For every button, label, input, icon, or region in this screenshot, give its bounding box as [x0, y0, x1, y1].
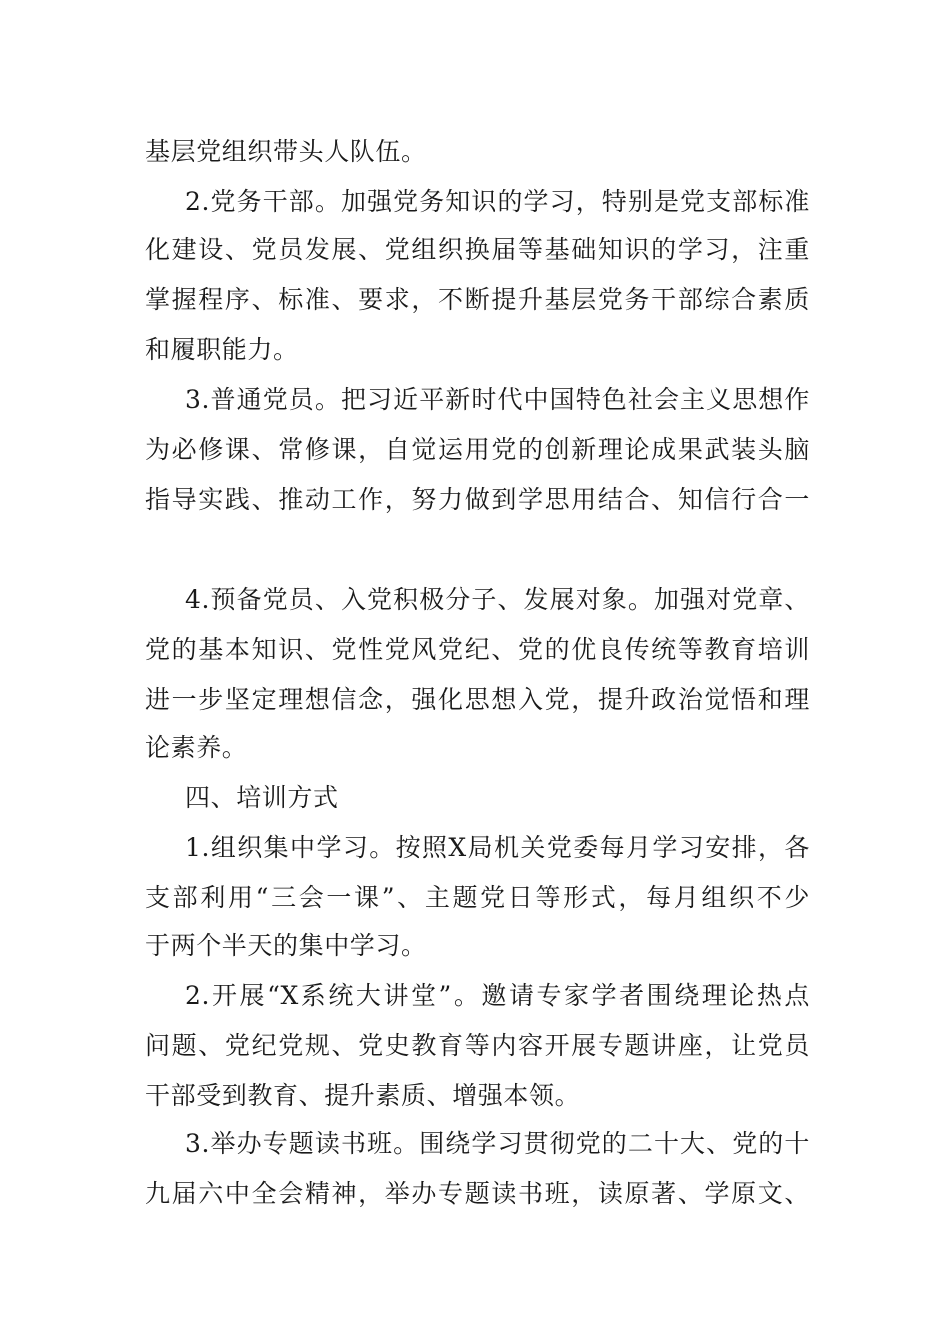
text-line: 九届六中全会精神，举办专题读书班，读原著、学原文、	[145, 1179, 810, 1208]
paragraph-lecture-hall: 2.开展“X系统大讲堂”。邀请专家学者围绕理论热点	[185, 981, 810, 1010]
paragraph-reading-class: 3.举办专题读书班。围绕学习贯彻党的二十大、党的十	[185, 1129, 810, 1158]
section-heading-training-methods: 四、培训方式	[185, 783, 339, 812]
text-line: 干部受到教育、提升素质、增强本领。	[145, 1081, 581, 1110]
paragraph-party-affairs-cadres: 2.党务干部。加强党务知识的学习，特别是党支部标准	[185, 187, 810, 216]
text-line: 问题、党纪党规、党史教育等内容开展专题讲座，让党员	[145, 1031, 810, 1060]
paragraph-ordinary-members: 3.普通党员。把习近平新时代中国特色社会主义思想作	[185, 385, 810, 414]
text-line: 论素养。	[145, 733, 248, 762]
text-line: 化建设、党员发展、党组织换届等基础知识的学习，注重	[145, 235, 810, 264]
text-line: 于两个半天的集中学习。	[145, 931, 427, 960]
paragraph-centralized-study: 1.组织集中学习。按照X局机关党委每月学习安排，各	[185, 833, 810, 862]
text-line: 指导实践、推动工作，努力做到学思用结合、知信行合一	[145, 485, 810, 514]
text-line: 党的基本知识、党性党风党纪、党的优良传统等教育培训	[145, 635, 810, 664]
text-line: 基层党组织带头人队伍。	[145, 137, 427, 166]
text-line: 为必修课、常修课，自觉运用党的创新理论成果武装头脑	[145, 435, 810, 464]
text-line: 进一步坚定理想信念，强化思想入党，提升政治觉悟和理	[145, 685, 810, 714]
paragraph-probationary-members: 4.预备党员、入党积极分子、发展对象。加强对党章、	[185, 585, 810, 614]
text-line: 和履职能力。	[145, 335, 299, 364]
text-line: 支部利用“三会一课”、主题党日等形式，每月组织不少	[145, 883, 810, 912]
text-line: 掌握程序、标准、要求，不断提升基层党务干部综合素质	[145, 285, 810, 314]
